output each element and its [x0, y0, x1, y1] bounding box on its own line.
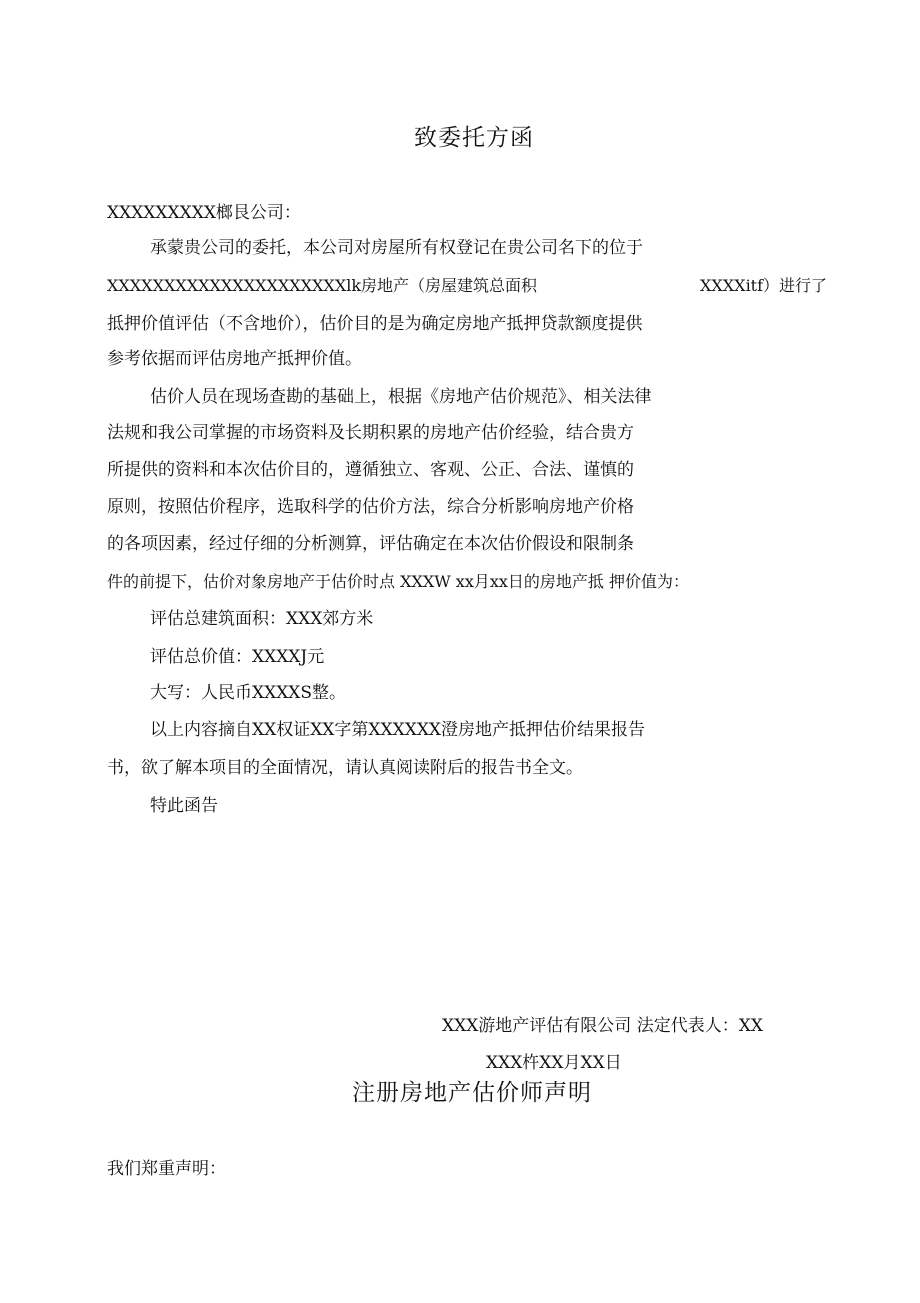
para1-line2a: XXXXXXXXXXXXXXXXXXXXXlk房地产（房屋建筑总面积	[107, 276, 538, 295]
result-uppercase: 大写：人民币XXXXS整。	[150, 683, 347, 703]
para2-line2: 法规和我公司掌握的市场资料及长期积累的房地产估价经验，结合贵方	[107, 423, 634, 443]
para2-line6: 件的前提下，估价对象房地产于估价时点 XXXW xx月xx日的房地产抵 押价值为：	[107, 572, 689, 591]
para1-line1: 承蒙贵公司的委托，本公司对房屋所有权登记在贵公司名下的位于	[150, 238, 643, 258]
para3-line1: 以上内容摘自XX权证XX字第XXXXXX澄房地产抵押估价结果报告	[150, 720, 646, 740]
salutation: XXXXXXXXX榔艮公司：	[107, 203, 301, 223]
declaration-intro: 我们郑重声明：	[107, 1159, 226, 1179]
signature-company: XXX游地产评估有限公司 法定代表人：XX	[442, 1016, 763, 1036]
declaration-title: 注册房地产估价师声明	[352, 1080, 592, 1106]
closing-remark: 特此函告	[150, 796, 218, 816]
para3-line2: 书，欲了解本项目的全面情况，请认真阅读附后的报告书全文。	[107, 758, 583, 778]
para2-line5: 的各项因素，经过仔细的分析测算，评估确定在本次估价假设和限制条	[107, 534, 634, 554]
result-total-value: 评估总价值：XXXXJ元	[150, 647, 325, 667]
letter-title: 致委托方函	[414, 125, 534, 151]
para1-line3: 抵押价值评估（不含地价），估价目的是为确定房地产抵押贷款额度提供	[107, 314, 643, 334]
para2-line4: 原则，按照估价程序，选取科学的估价方法，综合分析影响房地产价格	[107, 497, 634, 517]
para2-line1: 估价人员在现场查勘的基础上，根据《房地产估价规范》、相关法律	[150, 387, 652, 407]
signature-date: XXX杵XX月XX日	[486, 1053, 622, 1073]
result-area: 评估总建筑面积：XXX郊方米	[150, 609, 374, 629]
para2-line3: 所提供的资料和本次估价目的，遵循独立、客观、公正、合法、谨慎的	[107, 460, 634, 480]
para1-line2b: XXXXitf）进行了	[700, 276, 828, 295]
para1-line4: 参考依据而评估房地产抵押价值。	[107, 349, 362, 369]
